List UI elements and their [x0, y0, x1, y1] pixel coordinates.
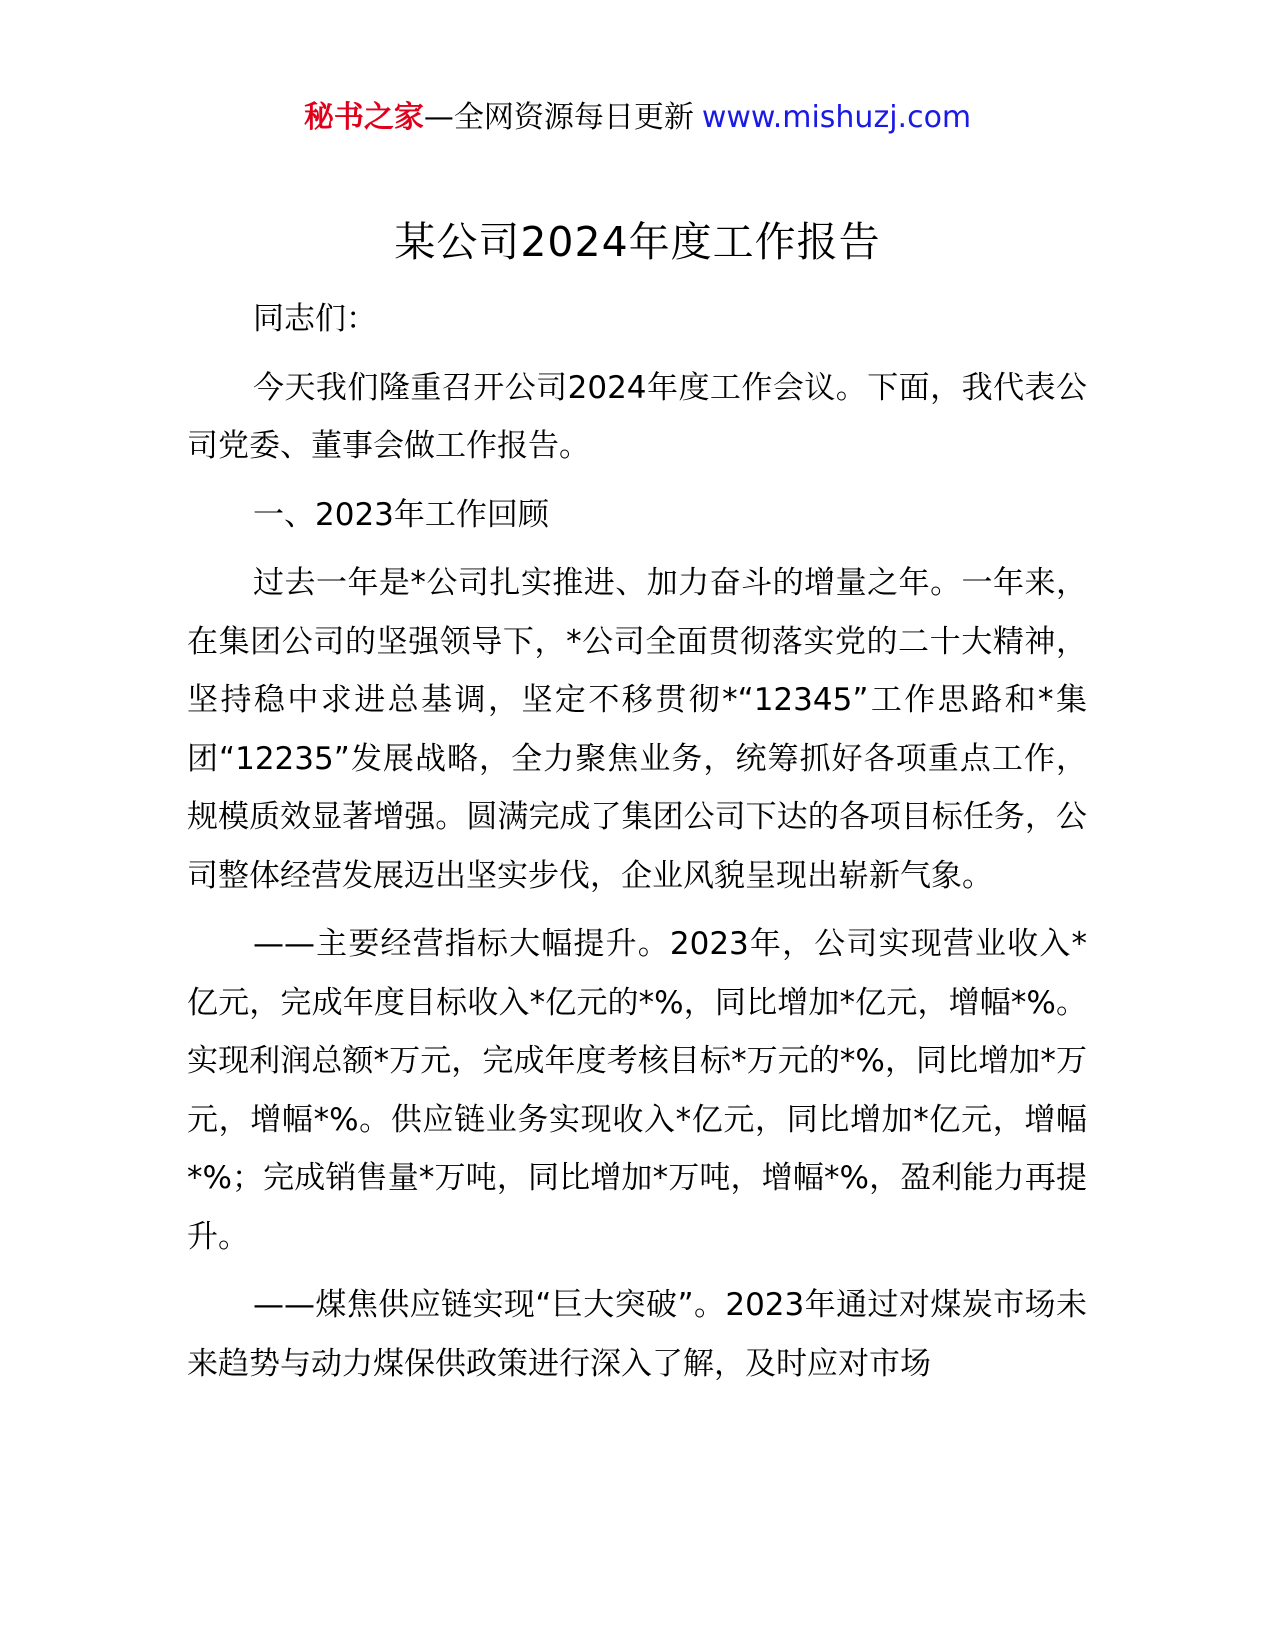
salutation: 同志们： — [253, 301, 377, 337]
document-body — [187, 290, 1087, 1403]
site-url-link[interactable]: www.mishuzj.com — [701, 100, 972, 135]
site-tagline: —全网资源每日更新 — [423, 100, 694, 135]
site-brand: 秘书之家 — [303, 100, 424, 135]
review-paragraph: 过去一年是*公司扎实推进、加力奋斗的增量之年。一年来，在集团公司的坚强领导下，*公司全面贯彻落实党的二十大精神，坚持稳中求进总基调，坚定不移贯彻*“12345”工作思路和*集团“12235”发展战略，全力聚焦业务，统筹抓好各项重点工作，规模质效显著增强。圆满完成了集团公司下达的各项目标任务，公司整体经营发展迈出坚实步伐，企业风貌呈现出崭新气象。 — [187, 565, 1087, 894]
supply-chain-paragraph: ——煤焦供应链实现“巨大突破”。2023年通过对煤炭市场未来趋势与动力煤保供政策进行深入了解，及时应对市场 — [187, 1287, 1087, 1382]
section-heading: 一、2023年工作回顾 — [253, 496, 549, 533]
intro-paragraph: 今天我们隆重召开公司2024年度工作会议。下面，我代表公司党委、董事会做工作报告。 — [187, 369, 1087, 464]
document-title: 某公司2024年度工作报告 — [394, 218, 881, 266]
indicators-paragraph: ——主要经营指标大幅提升。2023年，公司实现营业收入*亿元，完成年度目标收入*亿元的*%，同比增加*亿元，增幅*%。实现利润总额*万元，完成年度考核目标*万元的*%，同比增加*万元，增幅*%。供应链业务实现收入*亿元，同比增加*亿元，增幅*%；完成销售量*万吨，同比增加*万吨，增幅*%，盈利能力再提升。 — [187, 926, 1087, 1255]
site-header — [0, 96, 1275, 140]
